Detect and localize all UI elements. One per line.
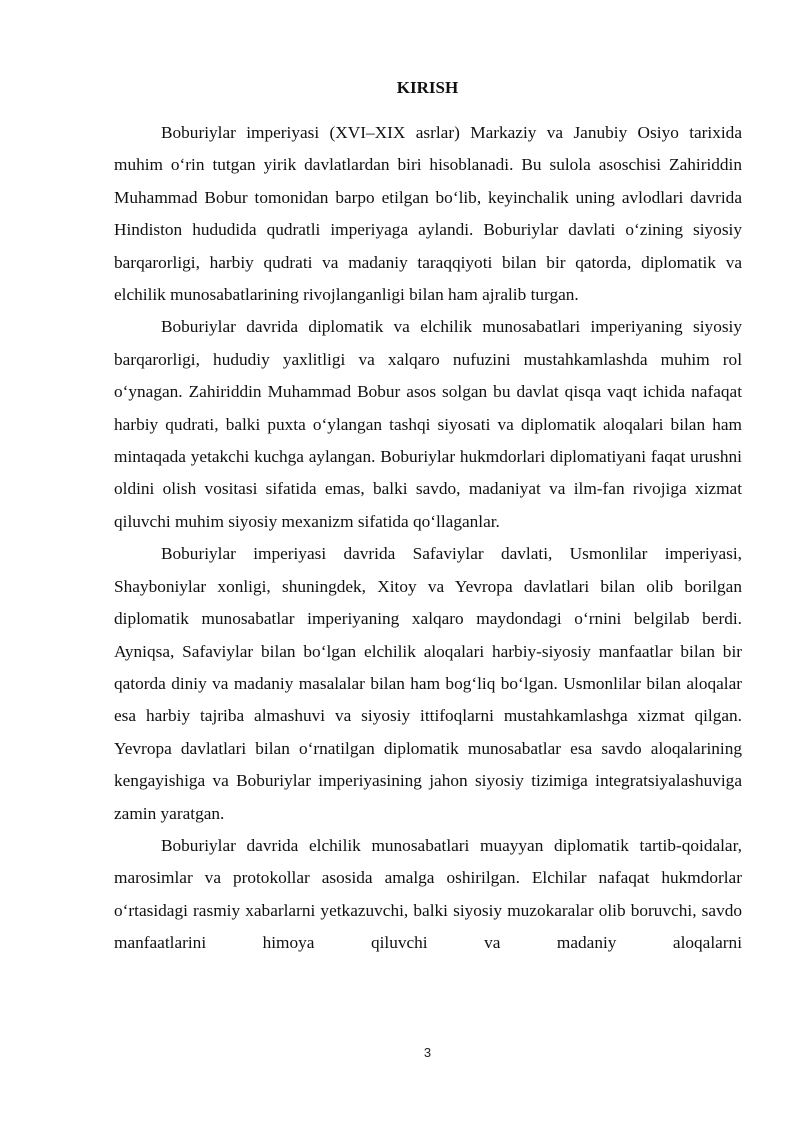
- paragraph-2: Boburiylar davrida diplomatik va elchilik munosabatlari imperiyaning siyosiy barqarorligi, hududiy yaxlitligi va xalqaro nufuzini mustahkamlashda muhim rol o‘ynagan. Zahiriddin Muhammad Bobur asos solgan bu davlat qisqa vaqt ichida nafaqat harbiy qudrati, balki puxta o‘ylangan tashqi siyosati va diplomatik aloqalari bilan ham mintaqada yetakchi kuchga aylangan. Boburiylar hukmdorlari diplomatiyani faqat urushni oldini olish vositasi sifatida emas, balki savdo, madaniyat va ilm-fan rivojiga xizmat qiluvchi muhim siyosiy mexanizm sifatida qo‘llaganlar.: [114, 317, 742, 531]
- paragraph-1: Boburiylar imperiyasi (XVI–XIX asrlar) Markaziy va Janubiy Osiyo tarixida muhim o‘rin tutgan yirik davlatlardan biri hisoblanadi. Bu sulola asoschisi Zahiriddin Muhammad Bobur tomonidan barpo etilgan bo‘lib, keyinchalik uning avlodlari davrida Hindiston hududida qudratli imperiyaga aylandi. Boburiylar davlati o‘zining siyosiy barqarorligi, harbiy qudrati va madaniy taraqqiyoti bilan bir qatorda, diplomatik va elchilik munosabatlarining rivojlanganligi bilan ham ajralib turgan.: [114, 123, 742, 305]
- body-text: [114, 117, 742, 960]
- page-title: KIRISH: [396, 78, 459, 97]
- paragraph-3: Boburiylar imperiyasi davrida Safaviylar davlati, Usmonlilar imperiyasi, Shayboniylar xonligi, shuningdek, Xitoy va Yevropa davlatlari bilan olib borilgan diplomatik munosabatlar imperiyaning xalqaro maydondagi o‘rnini belgilab berdi. Ayniqsa, Safaviylar bilan bo‘lgan elchilik aloqalari harbiy-siyosiy manfaatlar bilan bir qatorda diniy va madaniy masalalar bilan ham bog‘liq bo‘lgan. Usmonlilar bilan aloqalar esa harbiy tajriba almashuvi va siyosiy ittifoqlarni mustahkamlashga xizmat qilgan. Yevropa davlatlari bilan o‘rnatilgan diplomatik munosabatlar esa savdo aloqalarining kengayishiga va Boburiylar imperiyasining jahon siyosiy tizimiga integratsiyalashuviga zamin yaratgan.: [114, 544, 742, 823]
- page-number: 3: [423, 1045, 432, 1060]
- paragraph-4: Boburiylar davrida elchilik munosabatlari muayyan diplomatik tartib-qoidalar, marosimlar va protokollar asosida amalga oshirilgan. Elchilar nafaqat hukmdorlar o‘rtasidagi rasmiy xabarlarni yetkazuvchi, balki siyosiy muzokaralar olib boruvchi, savdo manfaatlarini himoya qiluvchi va madaniy aloqalarni: [114, 835, 742, 953]
